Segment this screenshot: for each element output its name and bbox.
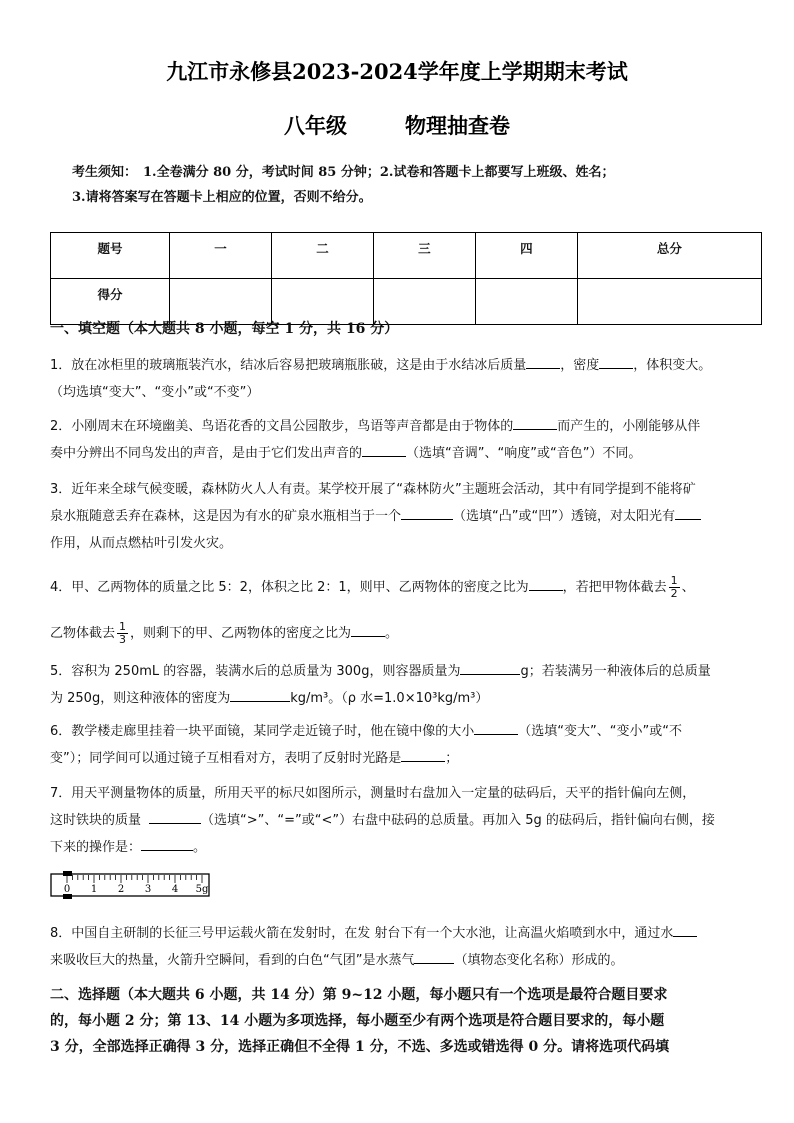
notice-line-1: 1.全卷满分 80 分，考试时间 85 分钟；2.试卷和答题卡上都要写上班级、姓名； bbox=[143, 165, 615, 180]
q7-text-c: （选填“>”、“=”或“<”）右盘中砝码的总质量。再加入 5g 的砝码后，指针偏向右侧，接 bbox=[201, 813, 715, 828]
q1-text-d: （均选填“变大”、“变小”或“不变”） bbox=[50, 385, 260, 400]
section-1-title: 一、填空题（本大题共 8 小题，每空 1 分，共 16 分） bbox=[50, 321, 399, 337]
q7-text-b: 这时铁块的质量 bbox=[50, 813, 142, 828]
q2-text-b: 而产生的，小刚能够从伴 bbox=[557, 419, 701, 434]
score-header-cell: 三 bbox=[373, 233, 475, 279]
answer-blank[interactable] bbox=[529, 576, 563, 591]
q6-text-d: ； bbox=[445, 751, 459, 766]
score-header-cell: 四 bbox=[475, 233, 577, 279]
q7-text-a: 7．用天平测量物体的质量，所用天平的标尺如图所示，测量时右盘加入一定量的砝码后，天平的指针偏向左侧， bbox=[50, 786, 696, 801]
q1-text-a: 1．放在冰柜里的玻璃瓶装汽水，结冰后容易把玻璃瓶胀破，这是由于水结冰后质量 bbox=[50, 358, 527, 373]
exam-notice bbox=[72, 160, 732, 210]
score-table bbox=[50, 232, 762, 325]
q6-text-b: （选填“变大”、“变小”或“不 bbox=[518, 724, 682, 739]
answer-blank[interactable] bbox=[149, 809, 201, 824]
q3-text-c: （选填“凸”或“凹”）透镜，对太阳光有 bbox=[453, 509, 675, 524]
answer-blank[interactable] bbox=[474, 720, 518, 735]
q4-text-f: 。 bbox=[385, 626, 399, 641]
q4-text-c: 、 bbox=[681, 580, 695, 595]
answer-blank[interactable] bbox=[526, 354, 560, 369]
q1-text-b: ，密度 bbox=[560, 358, 600, 373]
q1-text-c: ，体积变大。 bbox=[633, 358, 712, 373]
question-8 bbox=[50, 920, 750, 974]
q6-text-c: 变”）；同学间可以通过镜子互相看对方，表明了反射时光路是 bbox=[50, 751, 402, 766]
q8-text-c: （填物态变化名称）形成的。 bbox=[454, 953, 624, 968]
answer-blank[interactable] bbox=[675, 505, 701, 520]
q5-text-c: 为 250g，则这种液体的密度为 bbox=[50, 691, 231, 706]
section-2-line-2: 的，每小题 2 分；第 13、14 小题为多项选择，每小题至少有两个选项是符合题目要求的，每小题 bbox=[50, 1013, 665, 1029]
answer-blank[interactable] bbox=[141, 836, 193, 851]
score-header-cell: 二 bbox=[271, 233, 373, 279]
q5-text-a: 5．容积为 250mL 的容器，装满水后的总质量为 300g，则容器质量为 bbox=[50, 664, 461, 679]
q8-text-a: 8．中国自主研制的长征三号甲运载火箭在发射时，在发 射台下有一个大水池，让高温火焰喷到水中，通过水 bbox=[50, 926, 674, 941]
score-table-header-row bbox=[51, 233, 762, 279]
question-7 bbox=[50, 780, 750, 861]
section-2-title bbox=[50, 982, 750, 1060]
question-5 bbox=[50, 658, 750, 712]
answer-blank[interactable] bbox=[362, 442, 406, 457]
answer-blank[interactable] bbox=[401, 505, 453, 520]
q7-text-e: 。 bbox=[193, 840, 207, 855]
q5-text-d: kg/m³。（ρ 水=1.0×10³kg/m³） bbox=[290, 691, 489, 706]
ruler-label: 5g bbox=[195, 884, 209, 895]
score-header-cell: 一 bbox=[170, 233, 272, 279]
question-6 bbox=[50, 718, 750, 772]
q3-text-b: 泉水瓶随意丢弃在森林，这是因为有水的矿泉水瓶相当于一个 bbox=[50, 509, 402, 524]
answer-blank[interactable] bbox=[351, 622, 385, 637]
section-2-line-3: 3 分，全部选择正确得 3 分，选择正确但不全得 1 分，不选、多选或错选得 0 分。请将选项代码填 bbox=[50, 1039, 670, 1055]
q3-text-a: 3．近年来全球气候变暖，森林防火人人有责。某学校开展了“森林防火”主题班会活动，其中有同学提到不能将矿 bbox=[50, 482, 696, 497]
q4-text-e: ，则剩下的甲、乙两物体的密度之比为 bbox=[130, 626, 352, 641]
q4-text-d: 乙物体截去 bbox=[50, 626, 116, 641]
fraction-one-half: $\frac{1}{2}$ bbox=[670, 574, 678, 600]
q8-text-b: 来吸收巨大的热量，火箭升空瞬间，看到的白色“气团”是水蒸气 bbox=[50, 953, 415, 968]
question-4 bbox=[50, 565, 750, 657]
q4-text-a: 4．甲、乙两物体的质量之比 5：2，体积之比 2：1，则甲、乙两物体的密度之比为 bbox=[50, 580, 529, 595]
q7-text-d: 下来的操作是： bbox=[50, 840, 142, 855]
ruler-label: 0 bbox=[63, 884, 71, 895]
score-row-label: 得分 bbox=[51, 279, 170, 325]
question-1 bbox=[50, 352, 750, 406]
answer-blank[interactable] bbox=[460, 660, 520, 675]
answer-blank[interactable] bbox=[513, 415, 557, 430]
exam-title: 九江市永修县2023-2024学年度上学期期末考试 bbox=[166, 59, 628, 84]
ruler-rider-top bbox=[63, 871, 72, 876]
fraction-one-third: $\frac{1}{3}$ bbox=[119, 620, 127, 646]
q3-text-d: 作用，从而点燃枯叶引发火灾。 bbox=[50, 536, 233, 551]
answer-blank[interactable] bbox=[599, 354, 633, 369]
ruler-label: 3 bbox=[144, 884, 152, 895]
question-2 bbox=[50, 413, 750, 467]
exam-subtitle bbox=[0, 110, 794, 140]
q5-text-b: g；若装满另一种液体后的总质量 bbox=[520, 664, 711, 679]
notice-line-2: 3.请将答案写在答题卡上相应的位置，否则不给分。 bbox=[72, 190, 372, 205]
ruler-label: 2 bbox=[117, 884, 125, 895]
score-header-cell: 题号 bbox=[51, 233, 170, 279]
grade-label: 八年级 bbox=[284, 113, 347, 138]
balance-scale-ruler bbox=[50, 870, 210, 900]
ruler-label: 4 bbox=[171, 884, 179, 895]
ruler-frame bbox=[51, 874, 209, 896]
ruler-label: 1 bbox=[90, 884, 98, 895]
q2-text-c: 奏中分辨出不同鸟发出的声音，是由于它们发出声音的 bbox=[50, 446, 363, 461]
subject-label: 物理抽查卷 bbox=[405, 113, 510, 138]
answer-blank[interactable] bbox=[673, 922, 697, 937]
score-header-cell: 总分 bbox=[577, 233, 761, 279]
q4-text-b: ，若把甲物体截去 bbox=[562, 580, 667, 595]
section-2-line-1: 二、选择题（本大题共 6 小题，共 14 分）第 9~12 小题，每小题只有一个选项是最符合题目要求 bbox=[50, 987, 668, 1003]
question-3 bbox=[50, 476, 750, 557]
answer-blank[interactable] bbox=[230, 687, 290, 702]
answer-blank[interactable] bbox=[414, 949, 454, 964]
q6-text-a: 6．教学楼走廊里挂着一块平面镜，某同学走近镜子时，他在镜中像的大小 bbox=[50, 724, 475, 739]
answer-blank[interactable] bbox=[401, 747, 445, 762]
q2-text-d: （选填“音调”、“响度”或“音色”）不同。 bbox=[406, 446, 642, 461]
notice-label: 考生须知： bbox=[72, 165, 138, 180]
q2-text-a: 2．小刚周末在环境幽美、鸟语花香的文昌公园散步，鸟语等声音都是由于物体的 bbox=[50, 419, 514, 434]
